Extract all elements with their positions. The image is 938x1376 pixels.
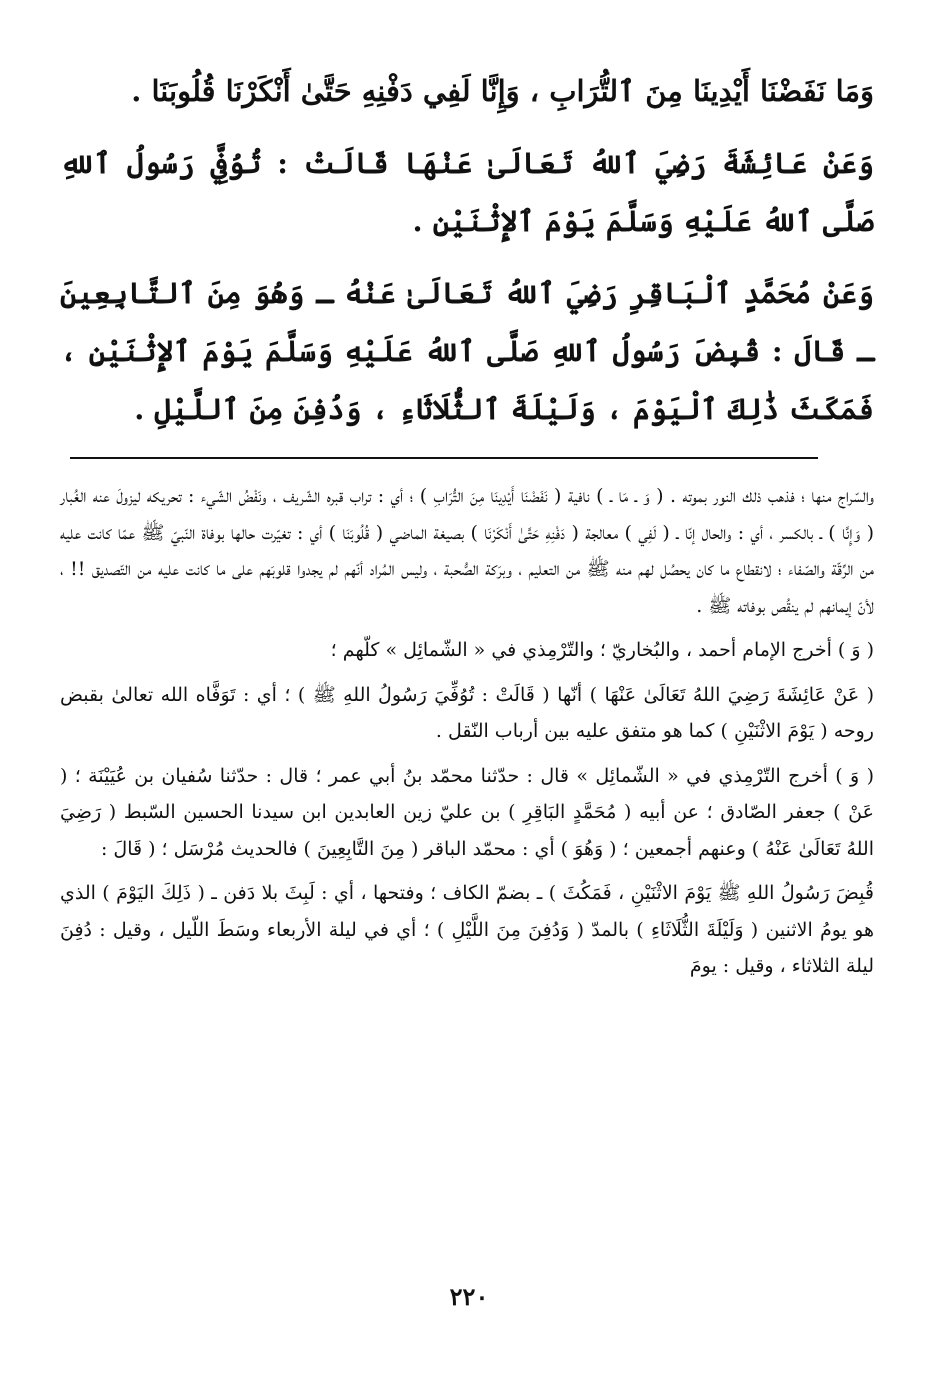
commentary-paragraph-5: قُبِضَ رَسُولُ اللهِ ﷺ يَوْمَ الاثْنَيْنِ ، فَمَكُثَ ) ـ بضمّ الكاف ؛ وفتحها ، أي : لَبِثَ بلا دَفن ـ ( ذَلِكَ اليَوْمَ ) الذي هو يومُ الاثنين ( وَلَيْلَةَ الثُّلَاثَاءِ ) بالمدّ ( وَدُفِنَ مِنَ اللَّيْلِ ) ؛ أي في ليلة الأربعاء وسَطَ اللّيل ، وقيل : دُفِنَ ليلة الثلاثاء ، وقيل : يومَ — [60, 882, 874, 977]
commentary-paragraph-3: ( عَنْ عَائِشَةَ رَضِيَ اللهُ تَعَالَىٰ عَنْهَا ) أنّها ( قَالَتْ : تُوُفِّيَ رَسُولُ اللهِ ﷺ ) ؛ أي : تَوَفَّاه الله تعالىٰ بقبض روحه ( يَوْمَ الاثْنَيْنِ ) كما هو متفق عليه بين أرباب النّقل . — [60, 683, 874, 742]
main-text — [60, 62, 874, 452]
main-paragraph-3: وَعَنْ مُحَمَّدٍ ٱلْبَاقِرِ رَضِيَ ٱللهُ تَعَالَىٰ عَنْهُ ـ وَهُوَ مِنَ ٱلتَّابِعِينَ ـ قَالَ : قُبِضَ رَسُولُ ٱللهِ صَلَّى ٱللهُ عَلَيْهِ وَسَلَّمَ يَوْمَ ٱلإِثْنَيْنِ ، فَمَكَثَ ذَٰلِكَ ٱلْيَوْمَ ، وَلَيْلَةَ ٱلثُّلَاثَاءِ ، وَدُفِنَ مِنَ ٱللَّيْلِ . — [60, 276, 874, 426]
main-paragraph-1: وَمَا نَفَضْنَا أَيْدِينَا مِنَ ٱلتُّرَابِ ، وَإِنَّا لَفِي دَفْنِهِ حَتَّىٰ أَنْكَرْنَا قُلُوبَنَا . — [131, 74, 874, 108]
footnote-divider — [70, 457, 818, 459]
main-paragraph-2: وَعَنْ عَائِشَةَ رَضِيَ ٱللهُ تَعَالَىٰ عَنْهَا قَالَتْ : تُوُفِّيَ رَسُولُ ٱللهِ صَلَّى ٱللهُ عَلَيْهِ وَسَلَّمَ يَوْمَ ٱلإِثْنَيْنِ . — [60, 146, 874, 238]
commentary-paragraph-2: ( وَ ) أخرج الإمام أحمد ، والبُخاريّ ؛ والتّرْمِذي في « الشّمائِل » كلّهم ؛ — [330, 639, 874, 661]
page-number: ٢٢٠ — [449, 1282, 489, 1311]
commentary-paragraph-1: والسّراج منها ؛ فذهب ذلك النور بموته . ( وَ ـ مَا ـ ) نافية ( نَفَضْنَا أَيْدِينَا مِنَ التُّرَابِ ) ؛ أي : تراب قبره الشّريف ، ونَفْضُ الشّيء : تحريكه ليزولَ عنه الغُبار ( وَإِنَّا ) ـ بالكسر ، أي : والحال إنّا ـ ( لَفِي ) معالجة ( دَفْنِهِ حَتَّىٰ أَنْكَرْنَا ) بصيغة الماضي ( قُلُوبَنَا ) أي : تغيّرت حالها بوفاة النّبيّ ﷺ عمّا كانت عليه من الرِّقّة والصّفاء ؛ لانقطاع ما كان يحصُل لهم منه ﷺ من التعليم ، وبرَكة الصُّحبة ، وليس المُراد أنّهم لم يجدوا قلوبَهم على ما كانت عليه من التّصديق !! ، لأنّ إيمانهم لم ينقُص بوفاته ﷺ . — [60, 485, 874, 617]
commentary-paragraph-4: ( وَ ) أخرج التّرْمِذي في « الشّمائِل » قال : حدّثنا محمّد بنُ أبي عمر ؛ قال : حدّثنا سُفيان بن عُيَيْنَة ؛ ( عَنْ ) جعفر الصّادق ؛ عن أبيه ( مُحَمَّدٍ البَاقِرِ ) بن عليّ زين العابدين ابن سيدنا الحسين السّبط ( رَضِيَ اللهُ تَعَالَىٰ عَنْهُ ) وعنهم أجمعين ؛ ( وَهُوَ ) أي : محمّد الباقر ( مِنَ التَّابِعِينَ ) فالحديث مُرْسَل ؛ ( قَالَ : — [60, 764, 874, 860]
commentary — [60, 478, 874, 993]
